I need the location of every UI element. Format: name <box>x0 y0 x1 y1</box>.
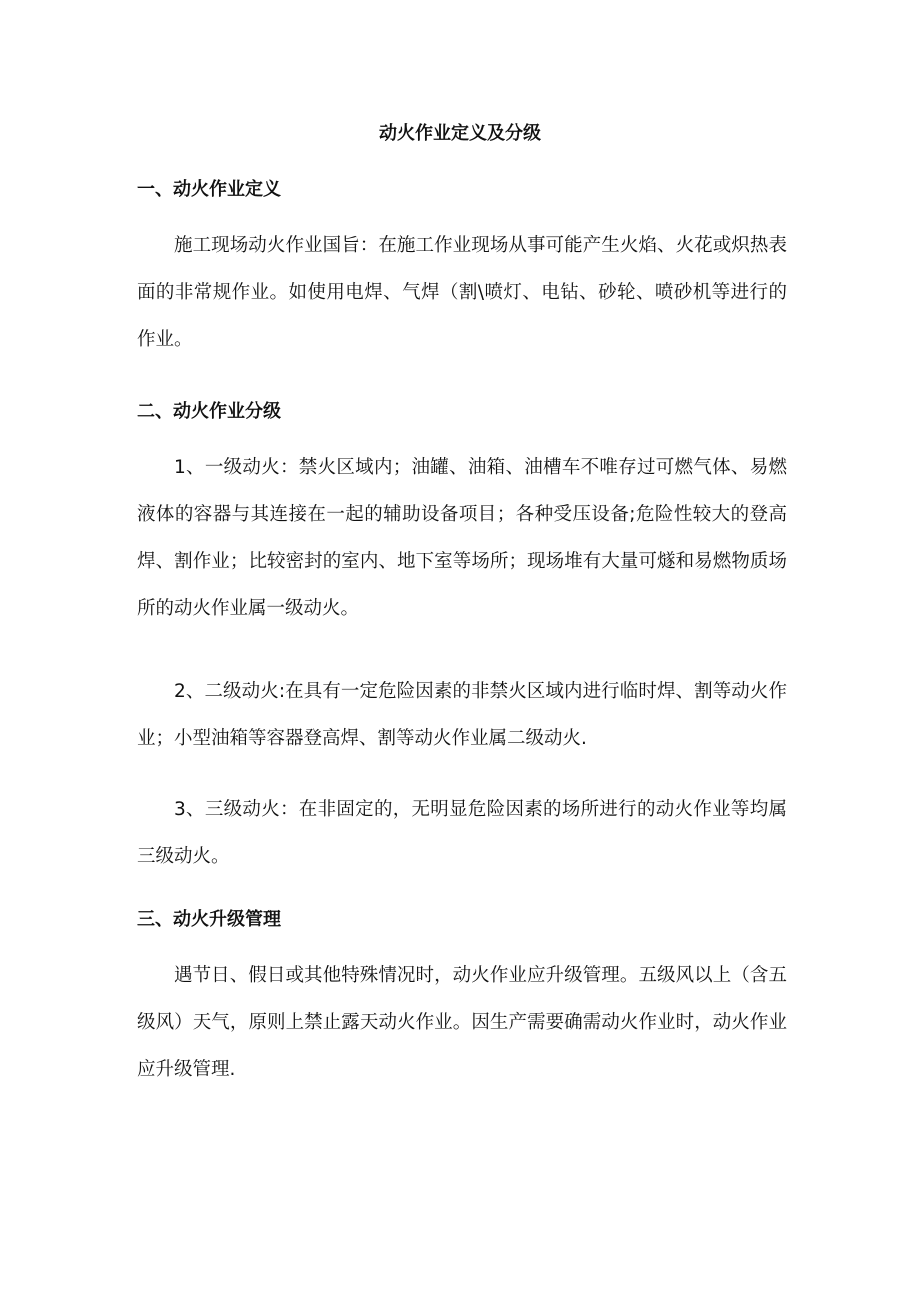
section-heading-definition: 一、动火作业定义 <box>137 179 281 200</box>
section-heading-classification: 二、动火作业分级 <box>137 401 281 422</box>
paragraph-definition: 施工现场动火作业国旨：在施工作业现场从事可能产生火焰、火花或炽热表面的非常规作业。如使用电焊、气焊（割\喷灯、电钻、砂轮、喷砂机等进行的作业。 <box>137 235 787 350</box>
document-title: 动火作业定义及分级 <box>379 123 541 144</box>
paragraph-upgrade-management: 遇节日、假日或其他特殊情况时，动火作业应升级管理。五级风以上（含五级风）天气，原则上禁止露天动火作业。因生产需要确需动火作业时，动火作业应升级管理. <box>137 965 787 1080</box>
paragraph-level-three: 3、三级动火：在非固定的，无明显危险因素的场所进行的动火作业等均属三级动火。 <box>137 799 787 867</box>
section-heading-upgrade-management: 三、动火升级管理 <box>137 909 281 930</box>
paragraph-level-two: 2、二级动火:在具有一定危险因素的非禁火区域内进行临时焊、割等动火作业；小型油箱等容器登高焊、割等动火作业属二级动火. <box>137 681 787 749</box>
paragraph-level-one: 1、一级动火：禁火区域内；油罐、油箱、油槽车不唯存过可燃气体、易燃液体的容器与其连接在一起的辅助设备项目；各种受压设备;危险性较大的登高焊、割作业；比较密封的室内、地下室等场所；现场堆有大量可燧和易燃物质场所的动火作业属一级动火。 <box>137 457 787 619</box>
